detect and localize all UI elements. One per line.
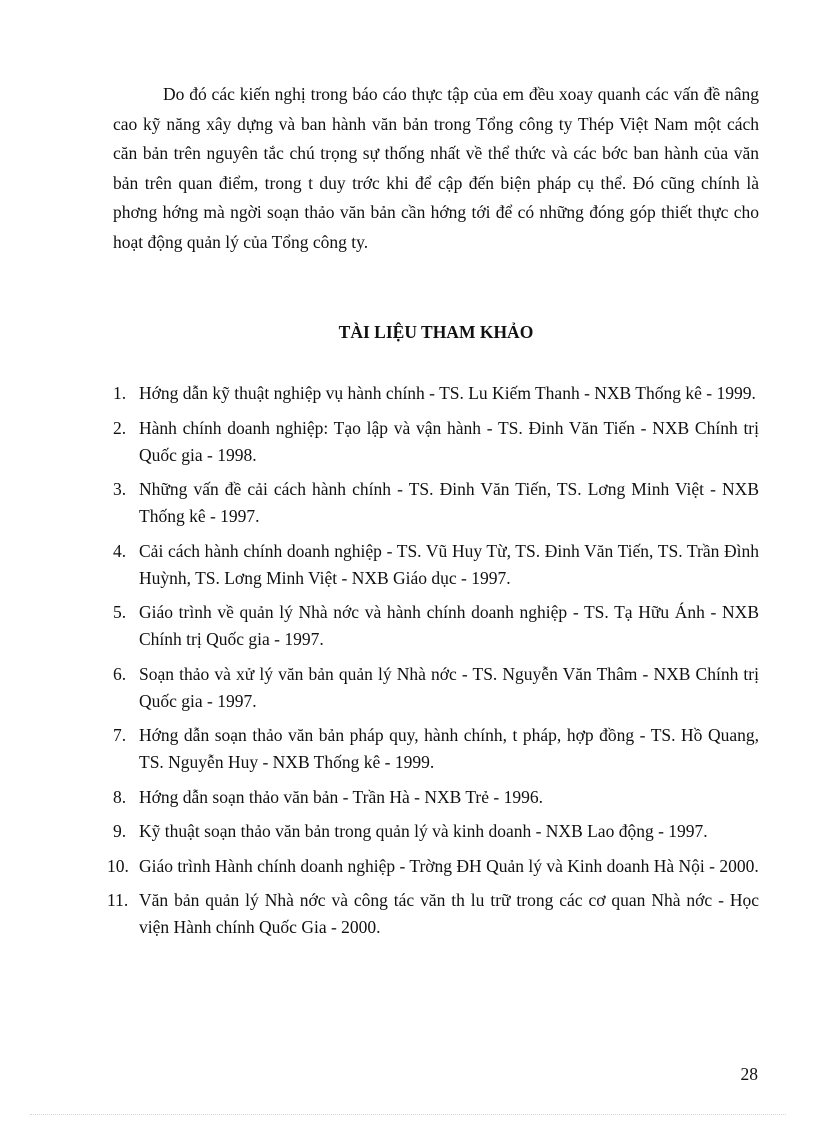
reference-number: 11.: [107, 890, 129, 910]
reference-item: [113, 722, 759, 776]
reference-item: [113, 784, 759, 811]
reference-text: Hớng dẫn soạn thảo văn bản pháp quy, hành chính, t pháp, hợp đồng - TS. Hồ Quang, TS. Nguyễn Huy - NXB Thống kê - 1999.: [139, 725, 759, 772]
reference-number: 6.: [113, 663, 127, 684]
reference-number: 8.: [113, 786, 127, 807]
reference-text: Kỹ thuật soạn thảo văn bản trong quản lý và kinh doanh - NXB Lao động - 1997.: [139, 821, 708, 841]
reference-text: Hớng dẫn soạn thảo văn bản - Trần Hà - NXB Trẻ - 1996.: [139, 786, 543, 807]
footer-divider: [30, 1114, 786, 1115]
reference-number: 7.: [113, 725, 127, 745]
references-heading: TÀI LIỆU THAM KHẢO: [338, 322, 534, 342]
reference-text: Soạn thảo và xử lý văn bản quản lý Nhà nớc - TS. Nguyễn Văn Thâm - NXB Chính trị Quốc gia - 1997.: [139, 663, 759, 711]
reference-number: 2.: [113, 417, 127, 438]
reference-item: [113, 599, 759, 653]
references-list: [107, 380, 759, 949]
reference-text: Giáo trình Hành chính doanh nghiệp - Trờng ĐH Quản lý và Kinh doanh Hà Nội - 2000.: [139, 855, 759, 876]
reference-number: 10.: [107, 855, 129, 876]
reference-text: Những vấn đề cải cách hành chính - TS. Đinh Văn Tiến, TS. Lơng Minh Việt - NXB Thống kê - 1997.: [139, 479, 759, 526]
page-number: 28: [740, 1064, 758, 1084]
reference-number: 1.: [113, 383, 127, 403]
reference-item: [113, 538, 759, 592]
reference-text: Hớng dẫn kỹ thuật nghiệp vụ hành chính - TS. Lu Kiếm Thanh - NXB Thống kê - 1999.: [139, 383, 756, 403]
reference-number: 3.: [113, 479, 127, 499]
reference-text: Văn bản quản lý Nhà nớc và công tác văn th lu trữ trong các cơ quan Nhà nớc - Học viện Hành chính Quốc Gia - 2000.: [139, 890, 759, 937]
reference-text: Cải cách hành chính doanh nghiệp - TS. Vũ Huy Từ, TS. Đinh Văn Tiến, TS. Trần Đình Huỳnh, TS. Lơng Minh Việt - NXB Giáo dục - 1997.: [139, 540, 759, 588]
reference-item: [107, 853, 759, 880]
reference-text: Hành chính doanh nghiệp: Tạo lập và vận hành - TS. Đinh Văn Tiến - NXB Chính trị Quốc gia - 1998.: [139, 417, 759, 465]
reference-item: [107, 887, 759, 941]
reference-item: [113, 661, 759, 715]
reference-text: Giáo trình về quản lý Nhà nớc và hành chính doanh nghiệp - TS. Tạ Hữu Ánh - NXB Chính trị Quốc gia - 1997.: [139, 602, 759, 649]
reference-number: 5.: [113, 602, 127, 622]
reference-item: [113, 380, 759, 407]
reference-item: [113, 476, 759, 530]
reference-item: [113, 415, 759, 469]
intro-paragraph: Do đó các kiến nghị trong báo cáo thực tập của em đều xoay quanh các vấn đề nâng cao kỹ năng xây dựng và ban hành văn bản trong Tổng công ty Thép Việt Nam một cách căn bản trên nguyên tắc chú trọng sự thống nhất về thể thức và các bớc ban hành của văn bản trên quan điểm, trong t duy trớc khi để cập đến biện pháp cụ thể. Đó cũng chính là phơng hớng mà ngời soạn thảo văn bản cần hớng tới để có những đóng góp thiết thực cho hoạt động quản lý của Tổng công ty.: [113, 84, 759, 252]
reference-number: 9.: [113, 821, 127, 841]
reference-number: 4.: [113, 540, 127, 561]
reference-item: [113, 818, 759, 845]
